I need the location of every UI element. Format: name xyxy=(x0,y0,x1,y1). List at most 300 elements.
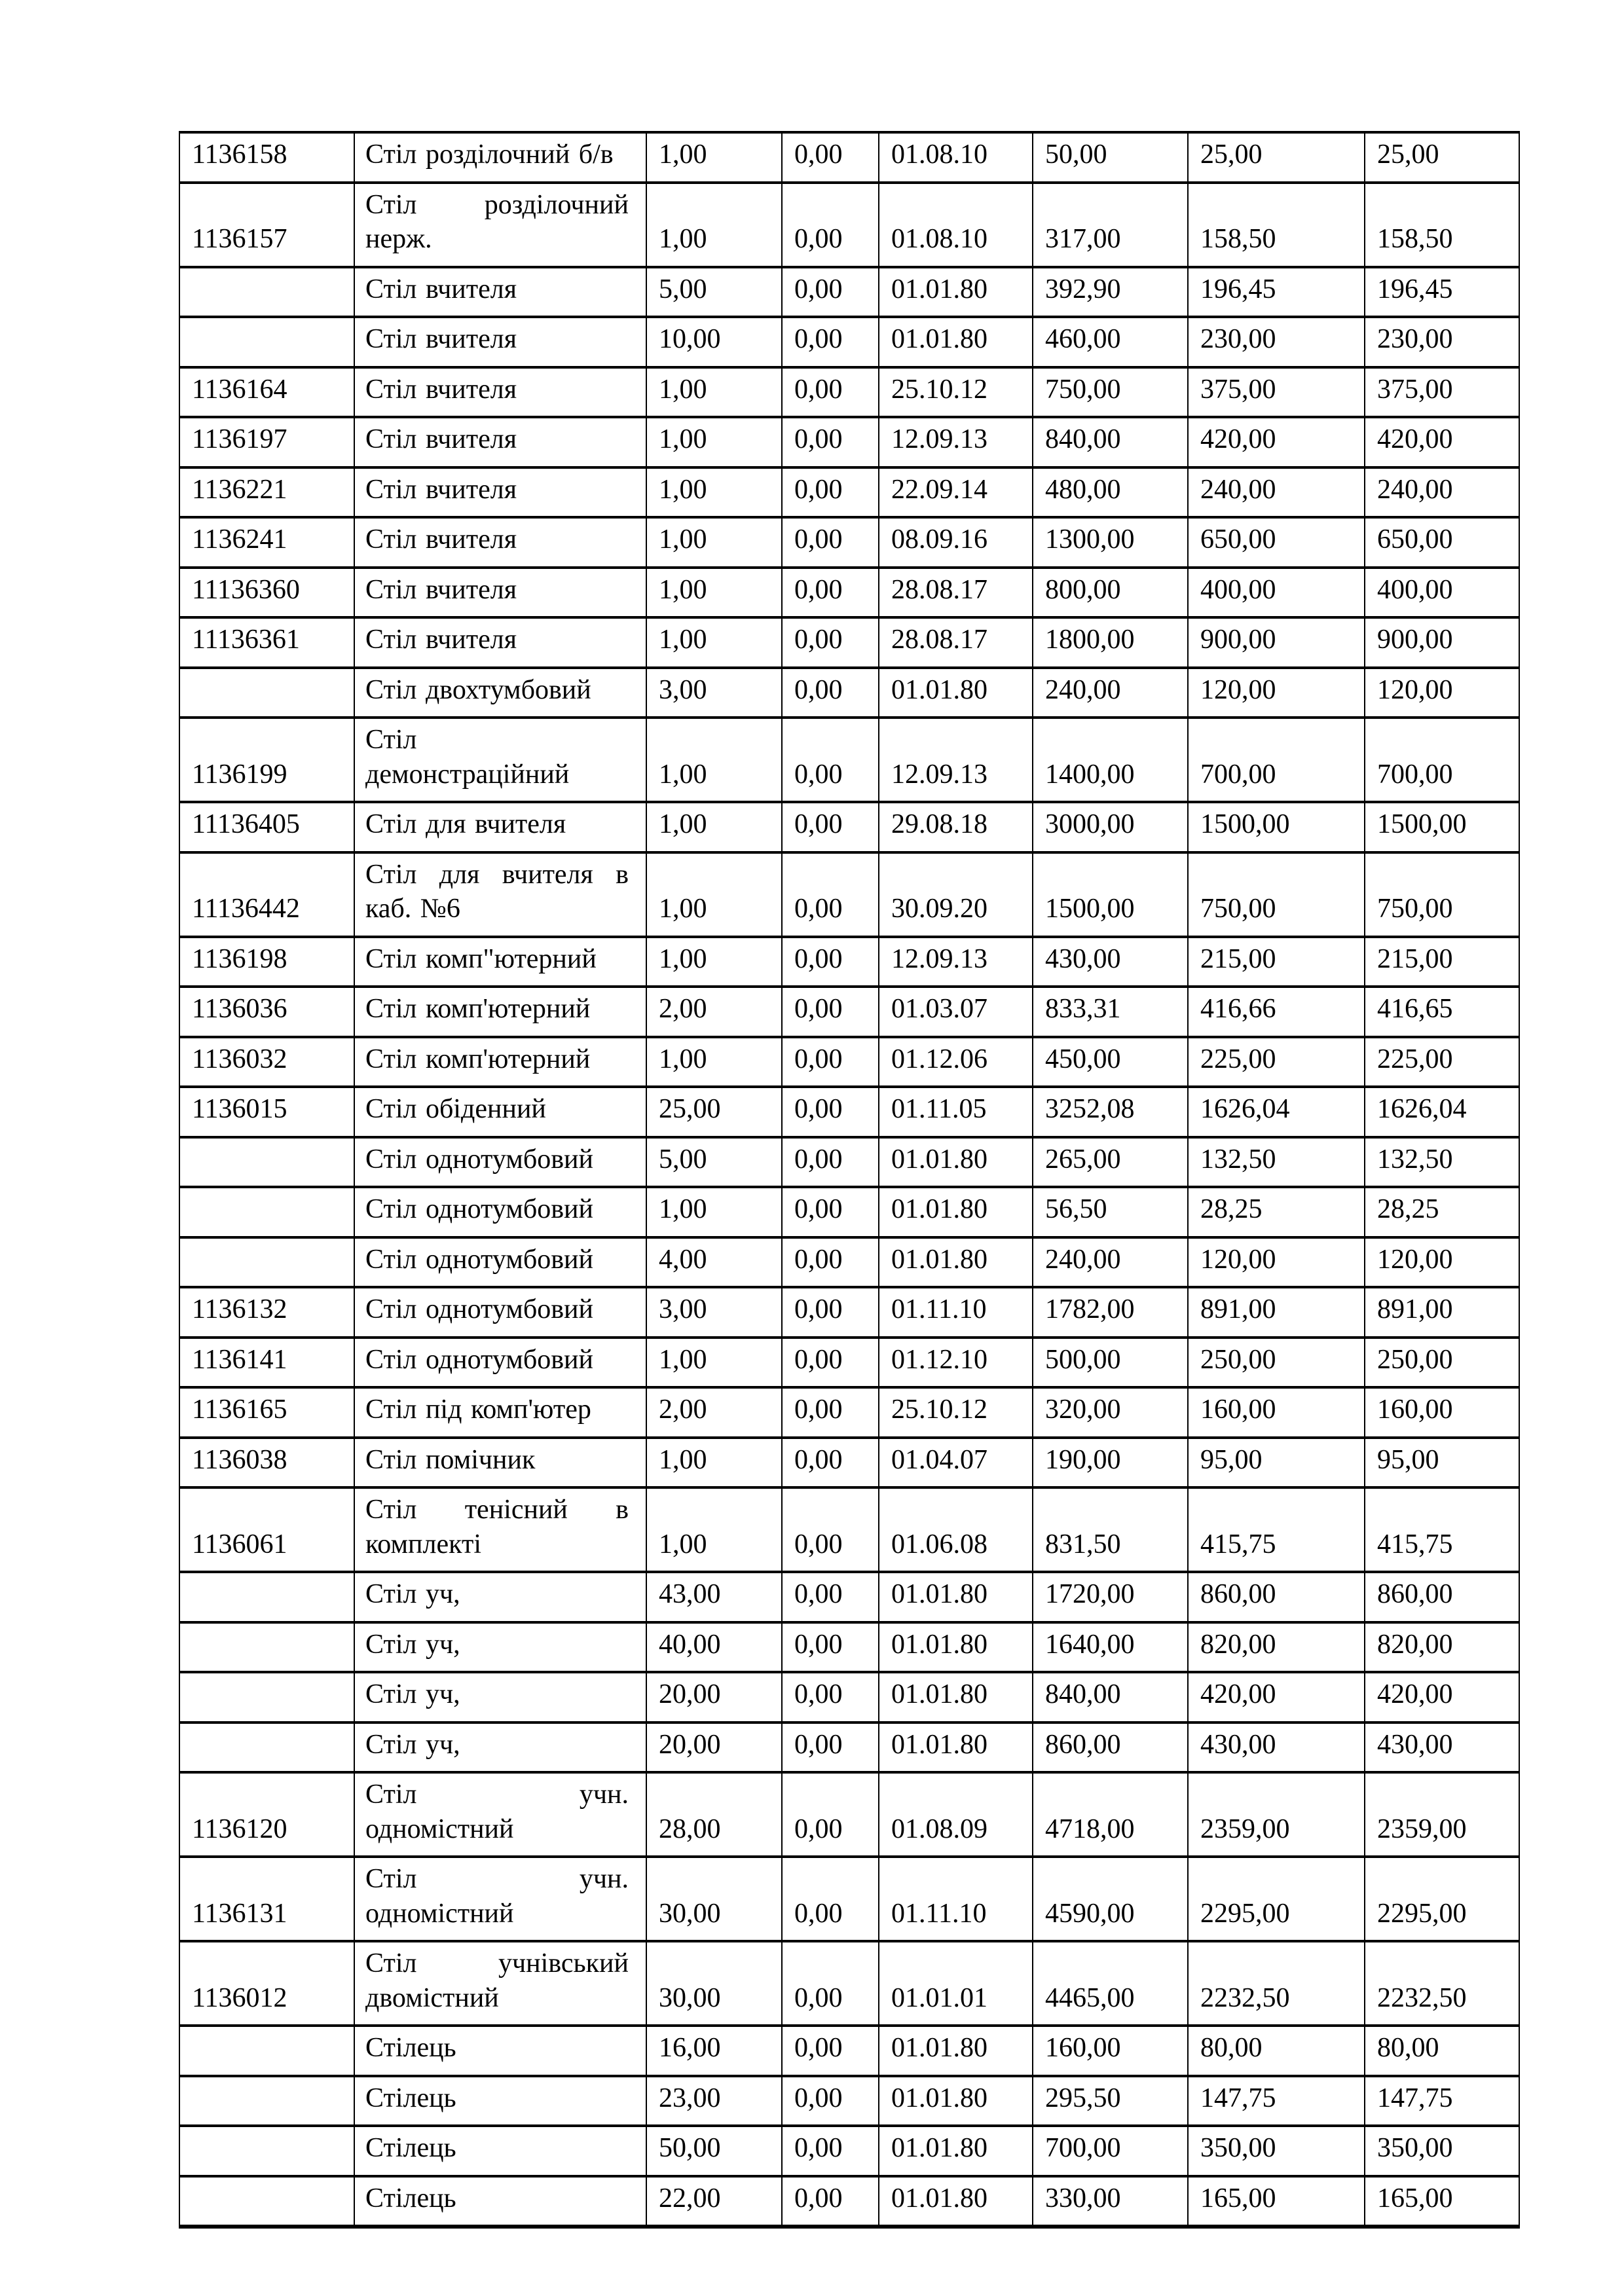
cell-amount-half-a: 350,00 xyxy=(1188,2126,1365,2176)
cell-amount-half-a: 750,00 xyxy=(1188,852,1365,937)
cell-amount-half-b: 165,00 xyxy=(1365,2176,1519,2227)
cell-date: 01.01.80 xyxy=(879,1137,1033,1188)
cell-item-name: Стіл для вчителя в каб. №6 xyxy=(354,852,646,937)
cell-inventory-number: 1136120 xyxy=(179,1772,354,1857)
cell-quantity-secondary: 0,00 xyxy=(782,987,879,1037)
cell-amount-half-a: 2295,00 xyxy=(1188,1857,1365,1941)
cell-item-name: Стіл комп'ютерний xyxy=(354,1037,646,1087)
cell-quantity-secondary: 0,00 xyxy=(782,317,879,367)
cell-amount-half-b: 80,00 xyxy=(1365,2026,1519,2076)
cell-amount-half-b: 700,00 xyxy=(1365,718,1519,802)
cell-inventory-number: 1136038 xyxy=(179,1438,354,1488)
table-row xyxy=(179,1037,1519,1087)
cell-amount: 4465,00 xyxy=(1033,1941,1188,2026)
cell-inventory-number: 11136361 xyxy=(179,617,354,668)
cell-amount-half-a: 120,00 xyxy=(1188,1237,1365,1288)
cell-date: 30.09.20 xyxy=(879,852,1033,937)
cell-amount-half-b: 230,00 xyxy=(1365,317,1519,367)
table-row xyxy=(179,2076,1519,2126)
cell-amount-half-b: 225,00 xyxy=(1365,1037,1519,1087)
cell-quantity: 30,00 xyxy=(646,1857,782,1941)
cell-quantity: 20,00 xyxy=(646,1672,782,1722)
table-row xyxy=(179,1137,1519,1188)
cell-item-name: Стіл вчителя xyxy=(354,517,646,568)
cell-item-name: Стіл учн. одномістний xyxy=(354,1857,646,1941)
cell-item-name: Стіл вчителя xyxy=(354,617,646,668)
cell-amount-half-a: 1500,00 xyxy=(1188,802,1365,852)
cell-item-name: Стіл обіденний xyxy=(354,1087,646,1137)
cell-quantity: 3,00 xyxy=(646,668,782,718)
cell-amount-half-b: 750,00 xyxy=(1365,852,1519,937)
cell-amount-half-a: 120,00 xyxy=(1188,668,1365,718)
cell-amount-half-b: 250,00 xyxy=(1365,1338,1519,1388)
cell-amount: 317,00 xyxy=(1033,183,1188,267)
cell-amount-half-a: 420,00 xyxy=(1188,1672,1365,1722)
cell-quantity-secondary: 0,00 xyxy=(782,2076,879,2126)
cell-quantity: 1,00 xyxy=(646,568,782,618)
cell-item-name: Стіл комп'ютерний xyxy=(354,987,646,1037)
cell-amount-half-a: 416,66 xyxy=(1188,987,1365,1037)
table-row xyxy=(179,1338,1519,1388)
cell-inventory-number: 1136164 xyxy=(179,367,354,418)
cell-date: 01.01.80 xyxy=(879,1672,1033,1722)
table-row xyxy=(179,1572,1519,1622)
cell-amount: 840,00 xyxy=(1033,1672,1188,1722)
cell-inventory-number xyxy=(179,2126,354,2176)
cell-date: 01.12.06 xyxy=(879,1037,1033,1087)
cell-item-name: Стіл вчителя xyxy=(354,568,646,618)
cell-item-name: Стіл вчителя xyxy=(354,467,646,518)
cell-amount-half-b: 400,00 xyxy=(1365,568,1519,618)
cell-amount: 190,00 xyxy=(1033,1438,1188,1488)
cell-quantity-secondary: 0,00 xyxy=(782,1857,879,1941)
cell-item-name: Стілець xyxy=(354,2026,646,2076)
cell-item-name: Стілець xyxy=(354,2126,646,2176)
table-row xyxy=(179,1087,1519,1137)
cell-date: 12.09.13 xyxy=(879,718,1033,802)
cell-quantity-secondary: 0,00 xyxy=(782,467,879,518)
cell-amount-half-a: 250,00 xyxy=(1188,1338,1365,1388)
table-row xyxy=(179,1672,1519,1722)
table-row xyxy=(179,668,1519,718)
cell-item-name: Стіл для вчителя xyxy=(354,802,646,852)
cell-amount: 700,00 xyxy=(1033,2126,1188,2176)
cell-amount-half-a: 2232,50 xyxy=(1188,1941,1365,2026)
cell-quantity: 1,00 xyxy=(646,1187,782,1237)
cell-quantity-secondary: 0,00 xyxy=(782,1672,879,1722)
cell-amount-half-b: 240,00 xyxy=(1365,467,1519,518)
cell-date: 12.09.13 xyxy=(879,937,1033,987)
cell-quantity: 23,00 xyxy=(646,2076,782,2126)
cell-item-name: Стілець xyxy=(354,2176,646,2227)
cell-inventory-number xyxy=(179,317,354,367)
cell-amount: 831,50 xyxy=(1033,1487,1188,1572)
cell-item-name: Стіл вчителя xyxy=(354,317,646,367)
cell-amount: 500,00 xyxy=(1033,1338,1188,1388)
cell-amount-half-b: 147,75 xyxy=(1365,2076,1519,2126)
cell-amount-half-b: 2295,00 xyxy=(1365,1857,1519,1941)
cell-inventory-number xyxy=(179,1572,354,1622)
table-row xyxy=(179,1237,1519,1288)
cell-quantity: 1,00 xyxy=(646,617,782,668)
cell-amount: 392,90 xyxy=(1033,267,1188,318)
cell-amount-half-a: 375,00 xyxy=(1188,367,1365,418)
cell-amount-half-b: 1500,00 xyxy=(1365,802,1519,852)
cell-inventory-number: 1136036 xyxy=(179,987,354,1037)
cell-quantity-secondary: 0,00 xyxy=(782,1187,879,1237)
cell-amount-half-a: 240,00 xyxy=(1188,467,1365,518)
cell-quantity: 1,00 xyxy=(646,467,782,518)
cell-item-name: Стіл розділочний б/в xyxy=(354,132,646,183)
cell-quantity-secondary: 0,00 xyxy=(782,568,879,618)
cell-item-name: Стіл учнівський двомістний xyxy=(354,1941,646,2026)
cell-amount-half-b: 650,00 xyxy=(1365,517,1519,568)
table-row xyxy=(179,1722,1519,1773)
cell-amount: 265,00 xyxy=(1033,1137,1188,1188)
cell-quantity: 1,00 xyxy=(646,1037,782,1087)
cell-item-name: Стіл вчителя xyxy=(354,267,646,318)
cell-quantity-secondary: 0,00 xyxy=(782,852,879,937)
cell-amount: 50,00 xyxy=(1033,132,1188,183)
table-row xyxy=(179,1622,1519,1673)
cell-amount-half-b: 2232,50 xyxy=(1365,1941,1519,2026)
cell-item-name: Стіл розділочний нерж. xyxy=(354,183,646,267)
cell-date: 25.10.12 xyxy=(879,367,1033,418)
cell-inventory-number: 1136199 xyxy=(179,718,354,802)
table-row xyxy=(179,2176,1519,2227)
cell-inventory-number: 1136197 xyxy=(179,417,354,467)
cell-item-name: Стілець xyxy=(354,2076,646,2126)
cell-quantity: 16,00 xyxy=(646,2026,782,2076)
cell-date: 25.10.12 xyxy=(879,1387,1033,1438)
cell-item-name: Стіл однотумбовий xyxy=(354,1287,646,1338)
cell-amount: 450,00 xyxy=(1033,1037,1188,1087)
cell-date: 28.08.17 xyxy=(879,568,1033,618)
cell-amount-half-a: 400,00 xyxy=(1188,568,1365,618)
cell-item-name: Стіл демонстраційний xyxy=(354,718,646,802)
cell-item-name: Стіл однотумбовий xyxy=(354,1137,646,1188)
cell-amount-half-a: 147,75 xyxy=(1188,2076,1365,2126)
cell-amount-half-a: 700,00 xyxy=(1188,718,1365,802)
cell-quantity: 22,00 xyxy=(646,2176,782,2227)
cell-quantity-secondary: 0,00 xyxy=(782,1387,879,1438)
cell-inventory-number: 1136165 xyxy=(179,1387,354,1438)
cell-amount-half-b: 2359,00 xyxy=(1365,1772,1519,1857)
cell-quantity-secondary: 0,00 xyxy=(782,1487,879,1572)
cell-inventory-number: 1136158 xyxy=(179,132,354,183)
cell-amount: 840,00 xyxy=(1033,417,1188,467)
table-row xyxy=(179,367,1519,418)
cell-amount-half-b: 415,75 xyxy=(1365,1487,1519,1572)
cell-date: 01.01.80 xyxy=(879,1187,1033,1237)
cell-date: 01.01.80 xyxy=(879,1622,1033,1673)
cell-inventory-number: 11136405 xyxy=(179,802,354,852)
cell-amount-half-b: 215,00 xyxy=(1365,937,1519,987)
cell-date: 01.01.80 xyxy=(879,1722,1033,1773)
cell-amount: 4718,00 xyxy=(1033,1772,1188,1857)
cell-date: 01.01.80 xyxy=(879,2176,1033,2227)
cell-item-name: Стіл уч, xyxy=(354,1672,646,1722)
cell-quantity: 1,00 xyxy=(646,1338,782,1388)
table-row xyxy=(179,1287,1519,1338)
cell-amount-half-b: 350,00 xyxy=(1365,2126,1519,2176)
cell-quantity-secondary: 0,00 xyxy=(782,1037,879,1087)
cell-quantity: 1,00 xyxy=(646,517,782,568)
cell-amount: 750,00 xyxy=(1033,367,1188,418)
table-row xyxy=(179,1941,1519,2026)
cell-amount-half-b: 420,00 xyxy=(1365,1672,1519,1722)
cell-amount-half-b: 860,00 xyxy=(1365,1572,1519,1622)
cell-amount-half-a: 225,00 xyxy=(1188,1037,1365,1087)
cell-inventory-number: 1136241 xyxy=(179,517,354,568)
cell-date: 08.09.16 xyxy=(879,517,1033,568)
cell-amount-half-b: 95,00 xyxy=(1365,1438,1519,1488)
cell-item-name: Стіл комп"ютерний xyxy=(354,937,646,987)
cell-amount-half-b: 820,00 xyxy=(1365,1622,1519,1673)
cell-amount: 800,00 xyxy=(1033,568,1188,618)
cell-amount-half-a: 196,45 xyxy=(1188,267,1365,318)
cell-inventory-number: 1136032 xyxy=(179,1037,354,1087)
cell-amount-half-b: 375,00 xyxy=(1365,367,1519,418)
cell-amount-half-a: 158,50 xyxy=(1188,183,1365,267)
cell-inventory-number xyxy=(179,2176,354,2227)
cell-item-name: Стіл уч, xyxy=(354,1572,646,1622)
cell-amount-half-a: 95,00 xyxy=(1188,1438,1365,1488)
cell-item-name: Стіл однотумбовий xyxy=(354,1187,646,1237)
cell-item-name: Стіл однотумбовий xyxy=(354,1338,646,1388)
cell-amount-half-a: 860,00 xyxy=(1188,1572,1365,1622)
cell-amount: 3000,00 xyxy=(1033,802,1188,852)
cell-item-name: Стіл уч, xyxy=(354,1622,646,1673)
table-row xyxy=(179,1187,1519,1237)
table-row xyxy=(179,1487,1519,1572)
cell-date: 01.06.08 xyxy=(879,1487,1033,1572)
cell-amount: 1800,00 xyxy=(1033,617,1188,668)
cell-item-name: Стіл тенісний в комплекті xyxy=(354,1487,646,1572)
cell-quantity: 2,00 xyxy=(646,987,782,1037)
cell-date: 01.08.09 xyxy=(879,1772,1033,1857)
cell-amount-half-a: 80,00 xyxy=(1188,2026,1365,2076)
table-row xyxy=(179,718,1519,802)
cell-inventory-number: 1136198 xyxy=(179,937,354,987)
cell-quantity: 1,00 xyxy=(646,183,782,267)
cell-quantity-secondary: 0,00 xyxy=(782,1137,879,1188)
cell-date: 01.01.80 xyxy=(879,267,1033,318)
cell-quantity: 25,00 xyxy=(646,1087,782,1137)
table-row xyxy=(179,517,1519,568)
cell-date: 01.01.80 xyxy=(879,2126,1033,2176)
cell-item-name: Стіл двохтумбовий xyxy=(354,668,646,718)
cell-quantity: 1,00 xyxy=(646,852,782,937)
cell-inventory-number: 1136131 xyxy=(179,1857,354,1941)
cell-date: 01.01.80 xyxy=(879,317,1033,367)
cell-quantity-secondary: 0,00 xyxy=(782,517,879,568)
cell-inventory-number: 1136221 xyxy=(179,467,354,518)
table-row xyxy=(179,987,1519,1037)
cell-amount-half-b: 416,65 xyxy=(1365,987,1519,1037)
cell-amount: 460,00 xyxy=(1033,317,1188,367)
cell-amount-half-a: 25,00 xyxy=(1188,132,1365,183)
cell-inventory-number: 1136132 xyxy=(179,1287,354,1338)
table-row xyxy=(179,1387,1519,1438)
inventory-table-body xyxy=(179,132,1519,2227)
cell-inventory-number: 1136015 xyxy=(179,1087,354,1137)
table-row xyxy=(179,1772,1519,1857)
cell-amount: 4590,00 xyxy=(1033,1857,1188,1941)
cell-amount-half-a: 820,00 xyxy=(1188,1622,1365,1673)
cell-quantity: 1,00 xyxy=(646,367,782,418)
cell-amount: 1720,00 xyxy=(1033,1572,1188,1622)
cell-amount: 1400,00 xyxy=(1033,718,1188,802)
cell-date: 01.08.10 xyxy=(879,132,1033,183)
cell-inventory-number xyxy=(179,1137,354,1188)
cell-date: 01.03.07 xyxy=(879,987,1033,1037)
cell-inventory-number: 1136141 xyxy=(179,1338,354,1388)
cell-quantity-secondary: 0,00 xyxy=(782,1287,879,1338)
cell-amount-half-a: 28,25 xyxy=(1188,1187,1365,1237)
cell-quantity: 30,00 xyxy=(646,1941,782,2026)
cell-item-name: Стіл однотумбовий xyxy=(354,1237,646,1288)
cell-amount: 1640,00 xyxy=(1033,1622,1188,1673)
cell-date: 01.08.10 xyxy=(879,183,1033,267)
cell-amount-half-a: 430,00 xyxy=(1188,1722,1365,1773)
cell-amount-half-a: 165,00 xyxy=(1188,2176,1365,2227)
cell-amount-half-b: 1626,04 xyxy=(1365,1087,1519,1137)
cell-quantity-secondary: 0,00 xyxy=(782,1087,879,1137)
cell-amount-half-b: 158,50 xyxy=(1365,183,1519,267)
cell-inventory-number xyxy=(179,267,354,318)
cell-quantity-secondary: 0,00 xyxy=(782,2126,879,2176)
cell-quantity: 20,00 xyxy=(646,1722,782,1773)
cell-inventory-number: 11136442 xyxy=(179,852,354,937)
cell-inventory-number xyxy=(179,1672,354,1722)
cell-quantity-secondary: 0,00 xyxy=(782,1338,879,1388)
cell-amount: 295,50 xyxy=(1033,2076,1188,2126)
cell-date: 01.04.07 xyxy=(879,1438,1033,1488)
cell-date: 01.01.80 xyxy=(879,2076,1033,2126)
cell-amount-half-b: 420,00 xyxy=(1365,417,1519,467)
cell-quantity-secondary: 0,00 xyxy=(782,367,879,418)
cell-date: 22.09.14 xyxy=(879,467,1033,518)
cell-item-name: Стіл помічник xyxy=(354,1438,646,1488)
cell-date: 29.08.18 xyxy=(879,802,1033,852)
cell-quantity-secondary: 0,00 xyxy=(782,802,879,852)
cell-quantity: 1,00 xyxy=(646,802,782,852)
cell-inventory-number: 11136360 xyxy=(179,568,354,618)
cell-amount-half-b: 28,25 xyxy=(1365,1187,1519,1237)
table-row xyxy=(179,417,1519,467)
cell-amount-half-b: 430,00 xyxy=(1365,1722,1519,1773)
cell-quantity: 40,00 xyxy=(646,1622,782,1673)
table-row xyxy=(179,2026,1519,2076)
cell-amount-half-b: 120,00 xyxy=(1365,668,1519,718)
cell-item-name: Стіл уч, xyxy=(354,1722,646,1773)
cell-amount: 160,00 xyxy=(1033,2026,1188,2076)
cell-date: 01.01.80 xyxy=(879,2026,1033,2076)
cell-quantity: 5,00 xyxy=(646,1137,782,1188)
cell-amount: 1300,00 xyxy=(1033,517,1188,568)
table-row xyxy=(179,1438,1519,1488)
cell-amount: 320,00 xyxy=(1033,1387,1188,1438)
table-row xyxy=(179,568,1519,618)
cell-quantity: 50,00 xyxy=(646,2126,782,2176)
cell-quantity: 1,00 xyxy=(646,132,782,183)
cell-date: 01.11.10 xyxy=(879,1287,1033,1338)
cell-date: 01.01.80 xyxy=(879,668,1033,718)
cell-quantity: 4,00 xyxy=(646,1237,782,1288)
cell-date: 01.01.80 xyxy=(879,1237,1033,1288)
cell-amount: 3252,08 xyxy=(1033,1087,1188,1137)
cell-item-name: Стіл вчителя xyxy=(354,417,646,467)
cell-quantity: 1,00 xyxy=(646,1438,782,1488)
cell-amount-half-b: 120,00 xyxy=(1365,1237,1519,1288)
cell-amount-half-b: 196,45 xyxy=(1365,267,1519,318)
cell-amount-half-b: 132,50 xyxy=(1365,1137,1519,1188)
cell-inventory-number: 1136061 xyxy=(179,1487,354,1572)
table-row xyxy=(179,317,1519,367)
table-row xyxy=(179,617,1519,668)
cell-amount-half-b: 160,00 xyxy=(1365,1387,1519,1438)
cell-quantity: 10,00 xyxy=(646,317,782,367)
cell-amount-half-a: 1626,04 xyxy=(1188,1087,1365,1137)
cell-inventory-number xyxy=(179,1722,354,1773)
cell-amount: 480,00 xyxy=(1033,467,1188,518)
cell-amount: 1500,00 xyxy=(1033,852,1188,937)
cell-quantity-secondary: 0,00 xyxy=(782,1622,879,1673)
cell-amount-half-b: 25,00 xyxy=(1365,132,1519,183)
cell-quantity: 3,00 xyxy=(646,1287,782,1338)
table-row xyxy=(179,852,1519,937)
cell-quantity-secondary: 0,00 xyxy=(782,1772,879,1857)
cell-amount-half-b: 900,00 xyxy=(1365,617,1519,668)
cell-amount: 1782,00 xyxy=(1033,1287,1188,1338)
cell-quantity-secondary: 0,00 xyxy=(782,132,879,183)
cell-date: 01.12.10 xyxy=(879,1338,1033,1388)
cell-amount-half-a: 900,00 xyxy=(1188,617,1365,668)
cell-quantity: 28,00 xyxy=(646,1772,782,1857)
cell-date: 01.01.80 xyxy=(879,1572,1033,1622)
cell-amount: 430,00 xyxy=(1033,937,1188,987)
cell-quantity-secondary: 0,00 xyxy=(782,267,879,318)
cell-quantity-secondary: 0,00 xyxy=(782,937,879,987)
cell-amount: 240,00 xyxy=(1033,1237,1188,1288)
cell-item-name: Стіл вчителя xyxy=(354,367,646,418)
table-row xyxy=(179,132,1519,183)
cell-date: 12.09.13 xyxy=(879,417,1033,467)
cell-inventory-number xyxy=(179,1622,354,1673)
cell-inventory-number xyxy=(179,1237,354,1288)
cell-amount-half-a: 420,00 xyxy=(1188,417,1365,467)
cell-amount-half-a: 230,00 xyxy=(1188,317,1365,367)
cell-quantity: 1,00 xyxy=(646,718,782,802)
cell-quantity-secondary: 0,00 xyxy=(782,1941,879,2026)
cell-amount-half-a: 160,00 xyxy=(1188,1387,1365,1438)
table-row xyxy=(179,2126,1519,2176)
cell-amount-half-a: 215,00 xyxy=(1188,937,1365,987)
cell-amount: 330,00 xyxy=(1033,2176,1188,2227)
inventory-table xyxy=(179,131,1520,2229)
cell-quantity-secondary: 0,00 xyxy=(782,1722,879,1773)
cell-quantity: 5,00 xyxy=(646,267,782,318)
cell-amount-half-a: 132,50 xyxy=(1188,1137,1365,1188)
cell-date: 28.08.17 xyxy=(879,617,1033,668)
cell-date: 01.01.01 xyxy=(879,1941,1033,2026)
cell-date: 01.11.10 xyxy=(879,1857,1033,1941)
cell-quantity: 2,00 xyxy=(646,1387,782,1438)
cell-quantity-secondary: 0,00 xyxy=(782,668,879,718)
cell-inventory-number xyxy=(179,2076,354,2126)
cell-amount: 240,00 xyxy=(1033,668,1188,718)
